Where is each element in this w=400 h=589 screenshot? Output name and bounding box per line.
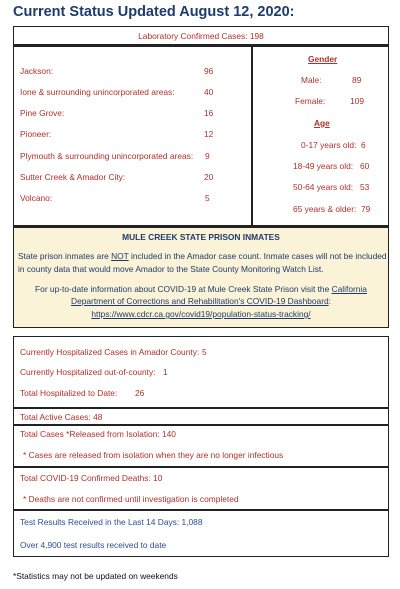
tests-row: [13, 510, 389, 557]
area-name: Pine Grove:: [20, 108, 65, 118]
area-table: [13, 46, 253, 226]
released-row: [13, 425, 389, 467]
area-name: Jackson:: [20, 66, 54, 76]
footnote: *Statistics may not be updated on weekends: [13, 571, 178, 581]
male-label: Male:: [301, 75, 322, 85]
area-name: Plymouth & surrounding unincorporated areas:: [20, 151, 194, 161]
age-label: 50-64 years old:: [293, 182, 354, 192]
para1-start: State prison inmates are: [18, 251, 112, 261]
prison-heading: MULE CREEK STATE PRISON INMATES: [122, 232, 280, 242]
lab-confirmed-text: Laboratory Confirmed Cases: 198: [138, 31, 264, 41]
area-count: 12: [204, 129, 214, 139]
area-name: Pioneer:: [20, 129, 52, 139]
page-title: Current Status Updated August 12, 2020:: [13, 4, 295, 20]
deaths-row: [13, 467, 389, 510]
age-label: 18-49 years old:: [293, 161, 354, 171]
area-count: 40: [204, 87, 214, 97]
age-label: 65 years & older:: [293, 204, 357, 214]
area-count: 96: [204, 66, 214, 76]
tests-total: Over 4,900 test results received to date: [20, 540, 167, 550]
cdcr-link-part-2[interactable]: Department of Corrections and Rehabilitation's COVID-19 Dashboard: [71, 296, 329, 306]
prison-paragraph-1-line-1: [18, 251, 387, 261]
hosp-out-label: Currently Hospitalized out-of-county:: [20, 367, 156, 377]
prison-paragraph-2-line-1: [14, 284, 388, 294]
age-count: 53: [360, 182, 370, 192]
area-name: Volcano:: [20, 193, 53, 203]
cdcr-link-part-1[interactable]: California: [331, 284, 367, 294]
age-count: 79: [361, 204, 371, 214]
hospitalization-section: [13, 336, 389, 408]
age-heading: Age: [314, 118, 330, 128]
hosp-county-count: 5: [202, 347, 207, 357]
para2-start: For up-to-date information about COVID-19 at Mule Creek State Prison visit the: [35, 284, 332, 294]
area-count: 16: [204, 108, 214, 118]
cdcr-url-link[interactable]: https://www.cdcr.ca.gov/covid19/population-status-tracking/: [91, 309, 311, 319]
prison-paragraph-1-line-2: in county data that would move Amador to the State County Monitoring Watch List.: [18, 264, 324, 274]
not-emphasis: NOT: [111, 251, 129, 261]
active-cases-text: Total Active Cases: 48: [20, 412, 103, 422]
released-text: Total Cases *Released from Isolation: 140: [20, 429, 176, 439]
lab-confirmed-cell: [13, 26, 389, 46]
area-name: Sutter Creek & Amador City:: [20, 172, 126, 182]
hosp-out-count: 1: [163, 367, 168, 377]
area-count: 5: [205, 193, 210, 203]
hosp-county-label: Currently Hospitalized Cases in Amador County:: [20, 347, 200, 357]
age-label: 0-17 years old:: [301, 140, 357, 150]
demographics-table: [252, 46, 389, 226]
released-note: * Cases are released from isolation when they are no longer infectious: [23, 450, 284, 460]
para2-colon: :: [328, 296, 331, 306]
tests-14-days: Test Results Received in the Last 14 Days: 1,088: [20, 517, 203, 527]
male-count: 89: [352, 75, 362, 85]
female-label: Female:: [295, 96, 326, 106]
gender-heading: Gender: [308, 54, 338, 64]
age-count: 6: [361, 140, 366, 150]
area-name: Ione & surrounding unincorporated areas:: [20, 87, 175, 97]
hosp-total-count: 26: [135, 388, 145, 398]
deaths-text: Total COVID-19 Confirmed Deaths: 10: [20, 473, 163, 483]
prison-paragraph-2-line-2: [14, 296, 388, 306]
deaths-note: * Deaths are not confirmed until investigation is completed: [23, 494, 239, 504]
area-count: 20: [204, 172, 214, 182]
female-count: 109: [350, 96, 364, 106]
area-count: 9: [205, 151, 210, 161]
hosp-total-label: Total Hospitalized to Date:: [20, 388, 118, 398]
prison-section: [13, 226, 389, 328]
age-count: 60: [360, 161, 370, 171]
active-cases-row: [13, 408, 389, 425]
para1-end: included in the Amador case count. Inmate cases will not be included: [128, 251, 387, 261]
